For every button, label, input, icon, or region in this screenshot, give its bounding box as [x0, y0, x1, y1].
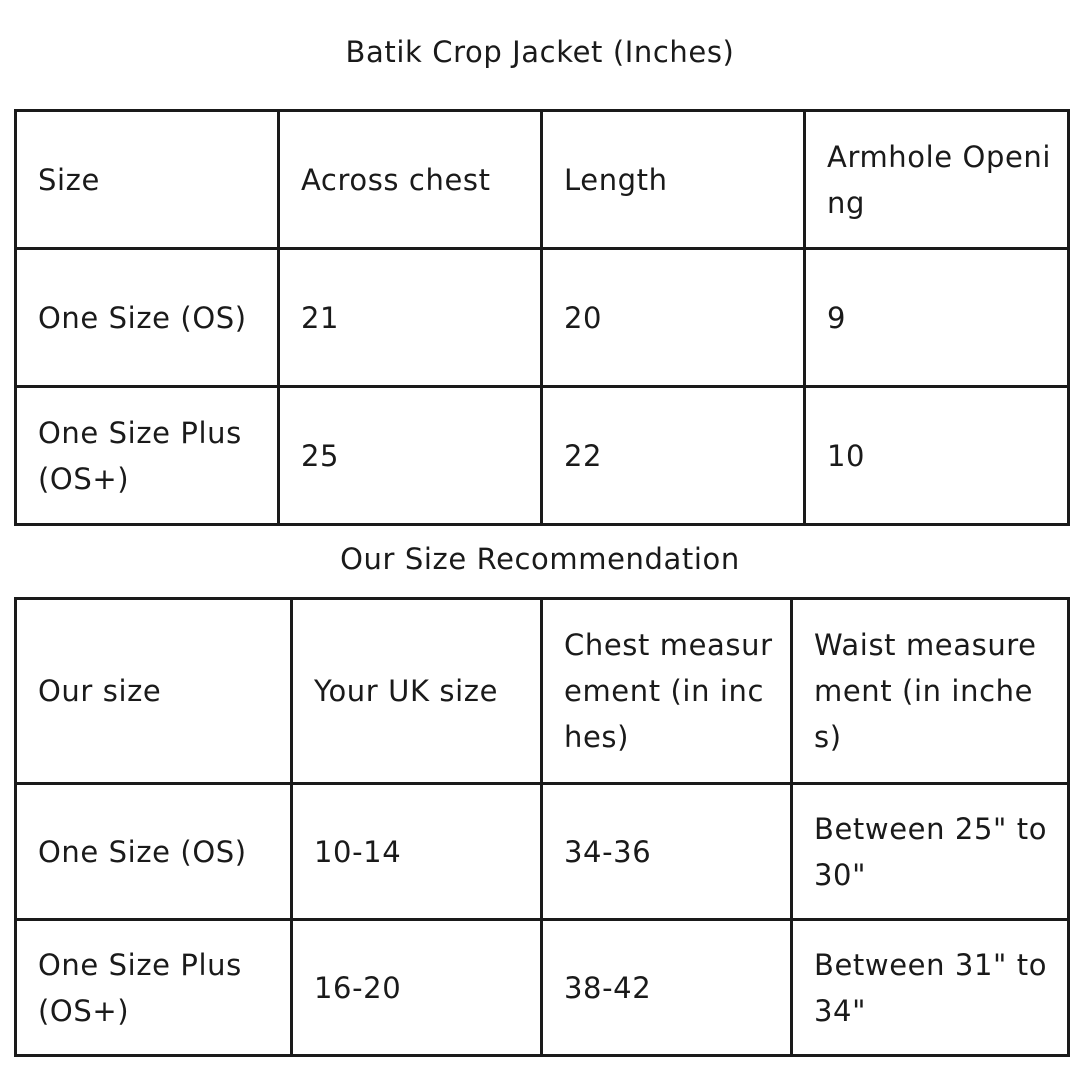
header-cell: Our size: [16, 599, 292, 784]
table-header-row: [16, 599, 1069, 784]
header-cell: Size: [16, 111, 279, 249]
table-cell: 20: [542, 249, 805, 387]
header-cell: Chest measurement (in inches): [542, 599, 792, 784]
table-cell: Between 31" to 34": [792, 920, 1069, 1056]
recommendation-table-title: Our Size Recommendation: [340, 542, 740, 576]
table-cell: 9: [805, 249, 1069, 387]
table-cell: One Size Plus (OS+): [16, 387, 279, 525]
header-cell: Waist measurement (in inches): [792, 599, 1069, 784]
table-row: [16, 920, 1069, 1056]
table-cell: One Size Plus (OS+): [16, 920, 292, 1056]
size-recommendation-table: [14, 597, 1070, 1057]
table-cell: 16-20: [292, 920, 542, 1056]
table-cell: 34-36: [542, 784, 792, 920]
header-cell: Your UK size: [292, 599, 542, 784]
table-cell: One Size (OS): [16, 784, 292, 920]
table-cell: 10: [805, 387, 1069, 525]
jacket-table-title: Batik Crop Jacket (Inches): [345, 35, 735, 69]
jacket-size-table: [14, 109, 1070, 526]
table-row: [16, 249, 1069, 387]
header-cell: Length: [542, 111, 805, 249]
table-row: [16, 784, 1069, 920]
table-cell: 21: [279, 249, 542, 387]
table-cell: One Size (OS): [16, 249, 279, 387]
table-row: [16, 387, 1069, 525]
table-cell: 25: [279, 387, 542, 525]
table-header-row: [16, 111, 1069, 249]
header-cell: Armhole Opening: [805, 111, 1069, 249]
table-cell: 22: [542, 387, 805, 525]
table-cell: 38-42: [542, 920, 792, 1056]
header-cell: Across chest: [279, 111, 542, 249]
table-cell: 10-14: [292, 784, 542, 920]
table-cell: Between 25" to 30": [792, 784, 1069, 920]
